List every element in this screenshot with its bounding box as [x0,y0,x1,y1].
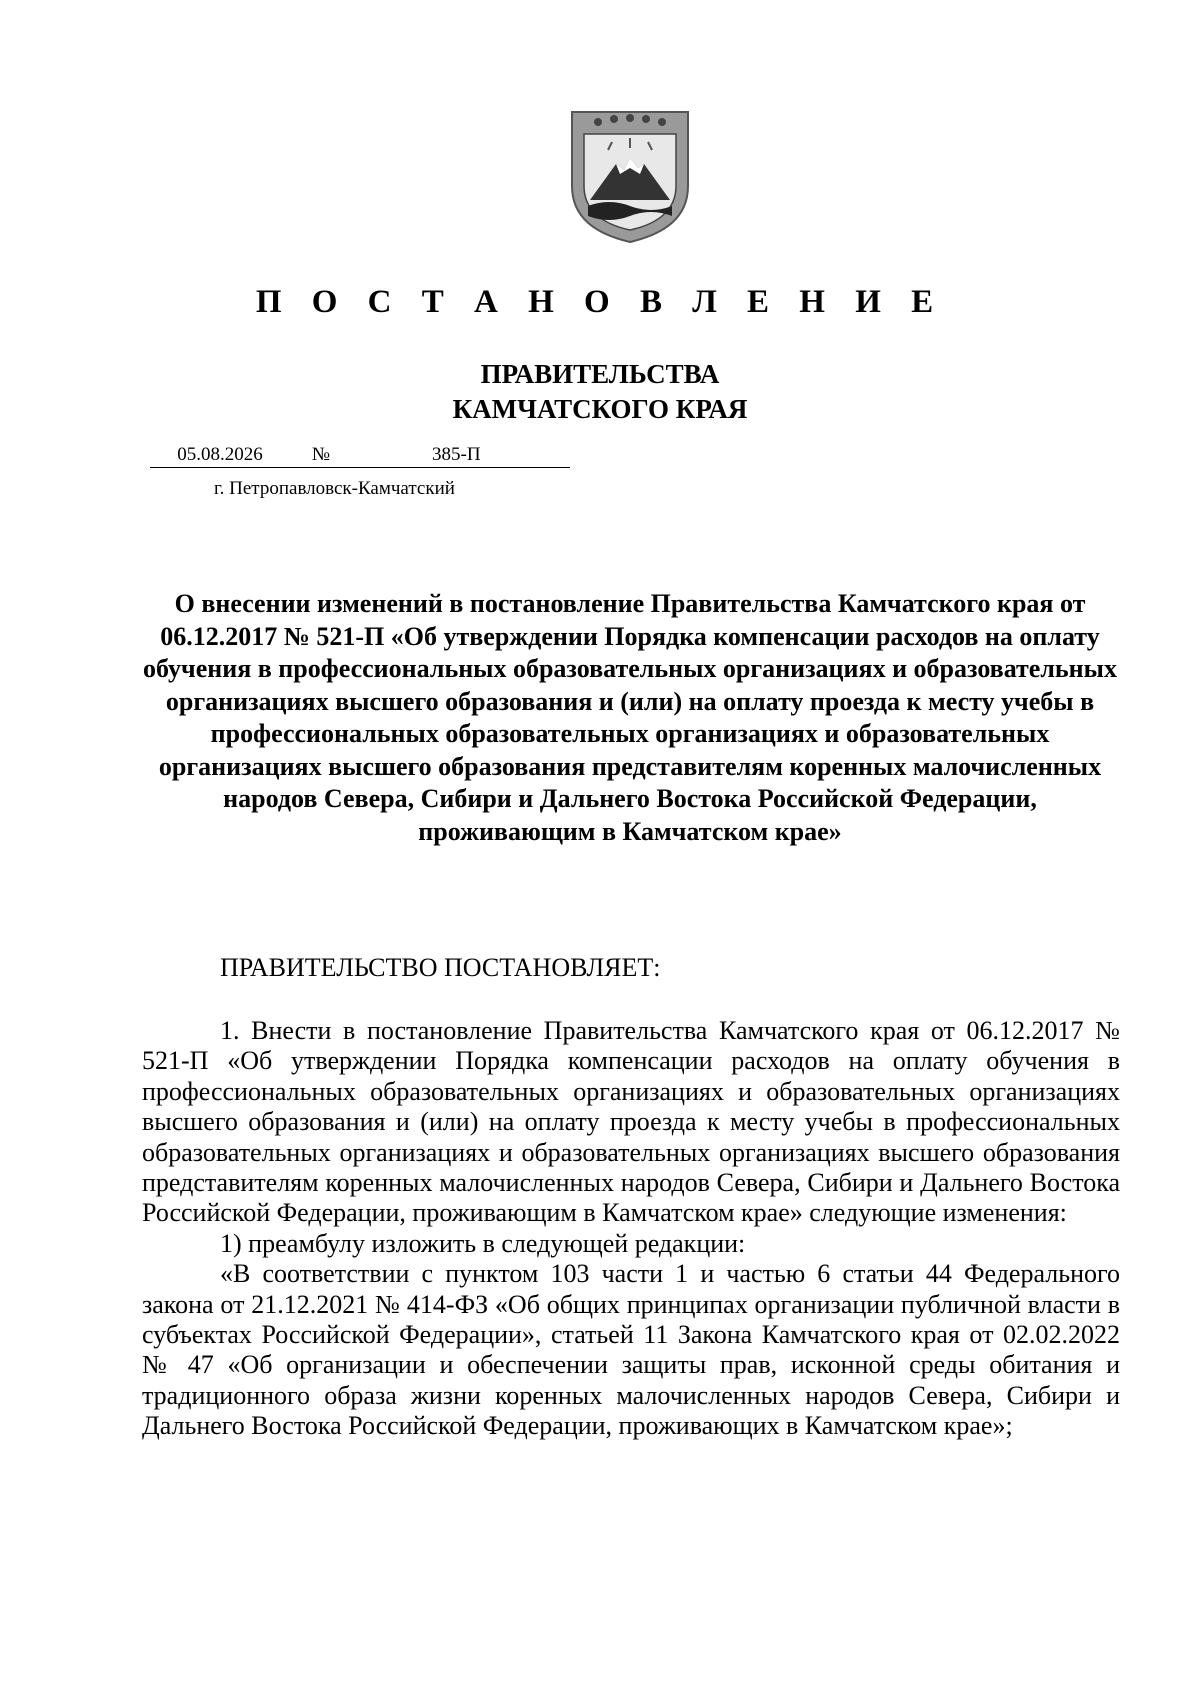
issuer-title [0,357,1200,427]
paragraph-3: «В соответствии с пунктом 103 части 1 и частью 6 статьи 44 Федерального закона от 21.12.2021 № 414-ФЗ «Об общих принципах организации публичной власти в субъектах Российской Федерации», статьей 11 Закона Камчатского края от 02.02.2022 № 47 «Об организации и обеспечении защиты прав, исконной среды обитания и традиционного образа жизни коренных малочисленных народов Севера, Сибири и Дальнего Востока Российской Федерации, проживающих в Камчатском крае»; [142,1259,1120,1441]
city-name: г. Петропавловск-Камчатский [214,478,455,499]
issuer-title-line-1: ПРАВИТЕЛЬСТВА [480,359,720,389]
registration-number: 385-П [352,444,570,468]
document-body [142,1016,1120,1442]
document-type-title: П О С Т А Н О В Л Е Н И Е [255,284,945,320]
coat-of-arms-icon [568,108,692,246]
registration-date: 05.08.2026 [150,444,290,468]
registration-number-sign: № [290,444,352,468]
paragraph-1: 1. Внести в постановление Правительства Камчатского края от 06.12.2017 № 521-П «Об утверждении Порядка компенсации расходов на оплату обучения в профессиональных образовательных организациях и образовательных организациях высшего образования и (или) на оплату проезда к месту учебы в профессиональных образовательных организациях и образовательных организациях высшего образования представителям коренных малочисленных народов Севера, Сибири и Дальнего Востока Российской Федерации, проживающим в Камчатском крае» следующие изменения: [142,1016,1120,1228]
issuer-title-line-2: КАМЧАТСКОГО КРАЯ [452,394,748,424]
paragraph-2: 1) преамбулу изложить в следующей редакции: [220,1228,746,1258]
document-heading: О внесении изменений в постановление Правительства Камчатского края от 06.12.2017 № 521-П «Об утверждении Порядка компенсации расходов на оплату обучения в профессиональных образовательных организациях и образовательных организациях высшего образования и (или) на оплату проезда к месту учебы в профессиональных образовательных организациях и образовательных организациях высшего образования представителям коренных малочисленных народов Севера, Сибири и Дальнего Востока Российской Федерации, проживающим в Камчатском крае» [143,589,1117,846]
resolves-statement: ПРАВИТЕЛЬСТВО ПОСТАНОВЛЯЕТ: [220,953,661,982]
